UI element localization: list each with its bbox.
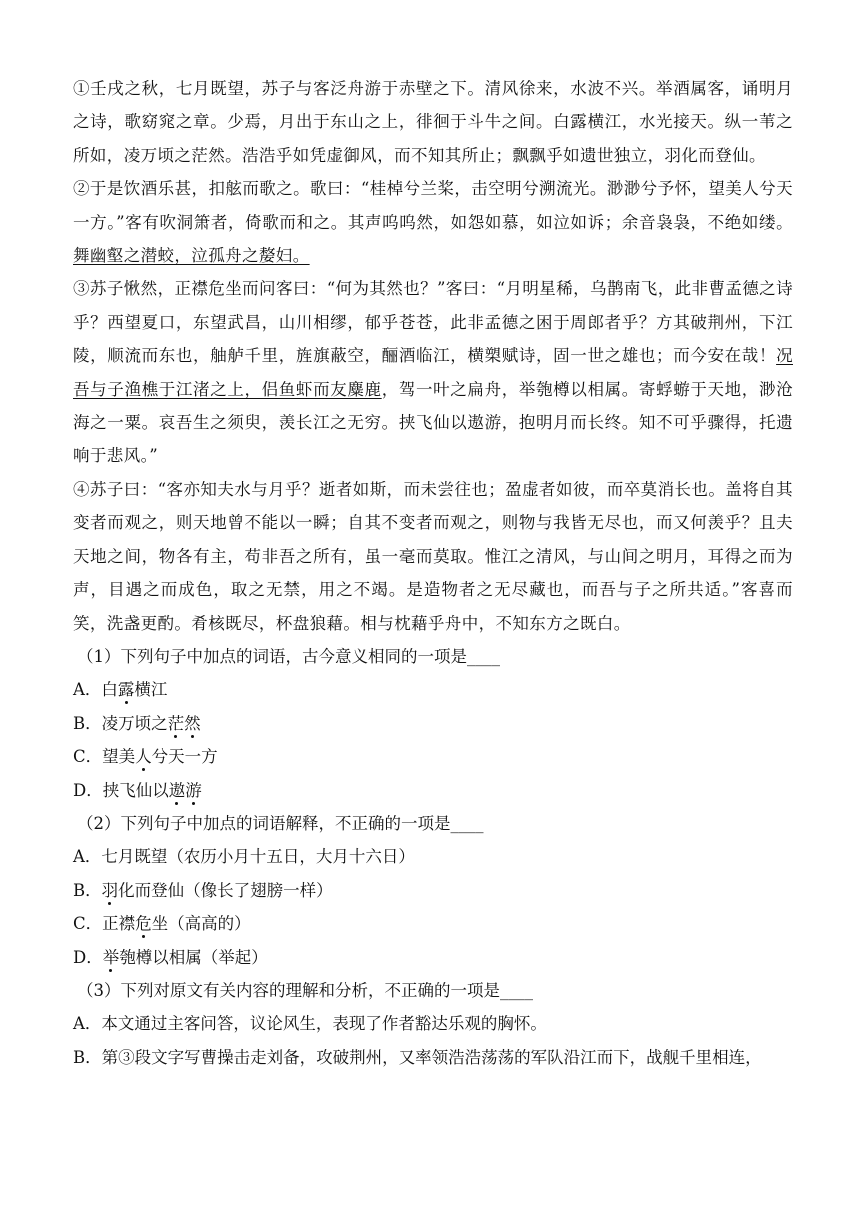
question-3-option-b: B．第③段文字写曹操击走刘备，攻破荆州，又率领浩浩荡荡的军队沿江而下，战舰千里相连， <box>73 1047 762 1067</box>
paragraph-2-underlined: 舞幽壑之潜蛟，泣孤舟之嫠妇。 <box>73 246 310 266</box>
dotted-word: 露 <box>117 680 135 700</box>
dotted-word: 人 <box>135 747 152 767</box>
question-1-option-b <box>73 707 793 740</box>
option-text: 化而登仙（像长了翅膀一样） <box>118 880 333 900</box>
option-text: 横江 <box>134 680 168 700</box>
option-text: 坐（高高的） <box>151 914 251 934</box>
question-3-option-a: A．本文通过主客问答，议论风生，表现了作者豁达乐观的胸怀。 <box>73 1014 547 1034</box>
dotted-word: 危 <box>135 914 152 934</box>
passage-paragraph-3 <box>73 272 793 472</box>
question-2-option-d <box>73 941 793 974</box>
option-text: 兮天一方 <box>151 747 218 767</box>
paragraph-3-underlined: 况吾与子渔樵于江渚之上，侣鱼虾而友麋鹿 <box>73 346 793 399</box>
question-1-option-c <box>73 740 793 773</box>
question-2-stem: （2）下列句子中加点的词语解释，不正确的一项是____ <box>77 813 484 833</box>
paragraph-3-text-a: ③苏子愀然，正襟危坐而问客曰：“何为其然也？”客曰：“月明星稀，乌鹊南飞，此非曹孟德之诗乎？西望夏口，东望武昌，山川相缪，郁乎苍苍，此非孟德之困于周郎者乎？方其破荆州，下江陵，顺流而东也，舳舻千里，旌旗蔽空，酾酒临江，横槊赋诗，固一世之雄也；而今安在哉！ <box>73 279 793 366</box>
dotted-word: 游 <box>185 780 202 800</box>
option-text: C．望美 <box>73 747 136 767</box>
question-1-option-a <box>73 673 793 706</box>
dotted-word: 举 <box>102 947 120 967</box>
dotted-word: 然 <box>184 713 201 733</box>
question-1-option-d <box>73 774 793 807</box>
option-label: A． <box>73 680 102 700</box>
option-text: B．凌万顷之 <box>73 713 168 733</box>
dotted-word: 茫 <box>167 713 185 733</box>
dotted-word: 遨 <box>168 780 186 800</box>
question-2-option-a: A．七月既望（农历小月十五日，大月十六日） <box>73 847 415 867</box>
paragraph-2-text: ②于是饮酒乐甚，扣舷而歌之。歌曰：“桂棹兮兰桨，击空明兮溯流光。渺渺兮予怀，望美人兮天一方。”客有吹洞箫者，倚歌而和之。其声呜呜然，如怨如慕，如泣如诉；余音袅袅，不绝如缕。 <box>73 179 793 232</box>
paragraph-3-text-b: ，驾一叶之扁舟，举匏樽以相属。寄蜉蝣于天地，渺沧海之一粟。哀吾生之须臾，羡长江之无穷。挟飞仙以遨游，抱明月而长终。知不可乎骤得，托遗响于悲风。” <box>73 379 794 466</box>
question-3-stem: （3）下列对原文有关内容的理解和分析，不正确的一项是____ <box>77 980 533 1000</box>
option-text: C．正襟 <box>73 914 136 934</box>
option-text: 匏樽以相属（举起） <box>119 947 268 967</box>
option-label: D． <box>73 947 103 967</box>
question-1-stem: （1）下列句子中加点的词语，古今意义相同的一项是____ <box>77 646 500 666</box>
passage-paragraph-4: ④苏子曰：“客亦知夫水与月乎？逝者如斯，而未尝往也；盈虚者如彼，而卒莫消长也。盖将自其变者而观之，则天地曾不能以一瞬；自其不变者而观之，则物与我皆无尽也，而又何羡乎？且夫天地之间，物各有主，苟非吾之所有，虽一毫而莫取。惟江之清风，与山间之明月，耳得之而为声，目遇之而成色，取之无禁，用之不竭。是造物者之无尽藏也，而吾与子之所共适。”客喜而笑，洗盏更酌。肴核既尽，杯盘狼藉。相与枕藉乎舟中，不知东方之既白。 <box>73 479 793 633</box>
dotted-word: 羽 <box>101 880 119 900</box>
option-text: 白 <box>101 680 118 700</box>
question-2-option-b <box>73 874 793 907</box>
document-page <box>73 72 793 1074</box>
question-2-option-c <box>73 907 793 940</box>
option-label: B． <box>73 880 102 900</box>
passage-paragraph-2 <box>73 172 793 272</box>
option-text: D．挟飞仙以 <box>73 780 169 800</box>
passage-paragraph-1: ①壬戌之秋，七月既望，苏子与客泛舟游于赤壁之下。清风徐来，水波不兴。举酒属客，诵明月之诗，歌窈窕之章。少焉，月出于东山之上，徘徊于斗牛之间。白露横江，水光接天。纵一苇之所如，凌万顷之茫然。浩浩乎如凭虚御风，而不知其所止；飘飘乎如遗世独立，羽化而登仙。 <box>73 79 793 165</box>
